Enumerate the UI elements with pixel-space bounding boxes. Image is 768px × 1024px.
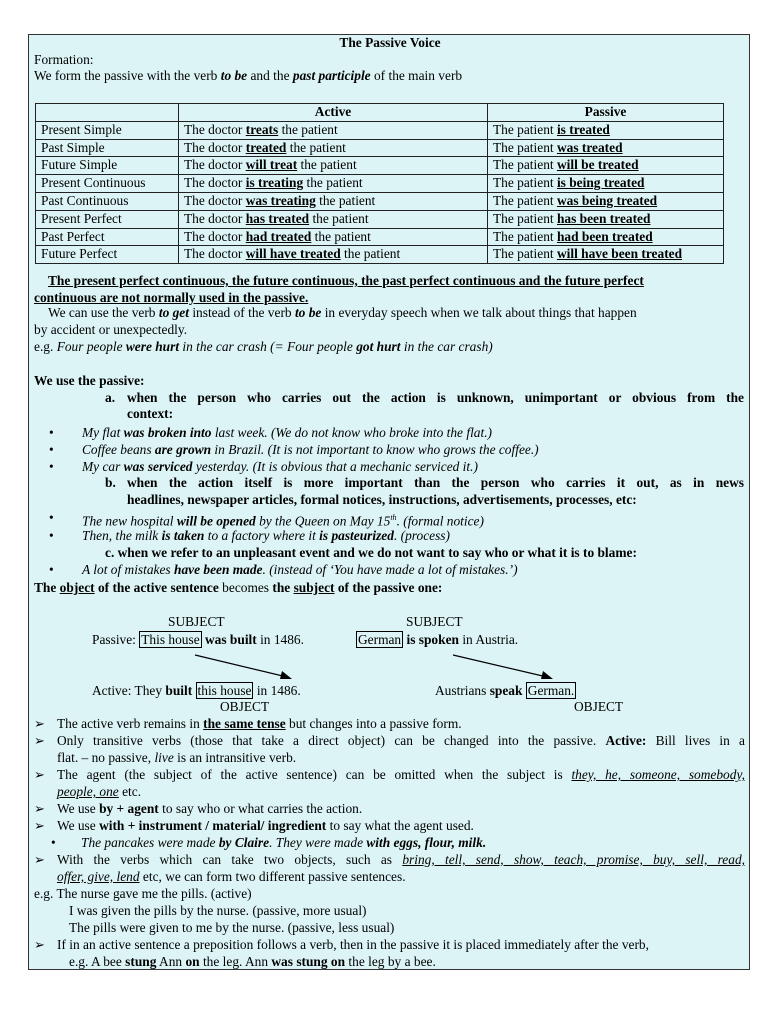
rule-1: The active verb remains in the same tense but changes into a passive form. [57, 716, 462, 731]
example-passive-2: The pills were given to me by the nurse. (passive, less usual) [69, 920, 395, 935]
passive-example: The patient had been treated [488, 228, 724, 246]
rule-5: We use with + instrument / material/ ingredient to say what the agent used. [57, 818, 474, 833]
tense-name: Present Continuous [36, 175, 179, 193]
passive-example: The patient was being treated [488, 192, 724, 210]
tense-name: Past Continuous [36, 192, 179, 210]
rule-5-example: The pancakes were made by Claire. They were made with eggs, flour, milk. [81, 835, 487, 850]
active-example: The doctor had treated the patient [179, 228, 488, 246]
rule-6-line2: offer, give, lend etc, we can form two different passive sentences. [57, 869, 406, 884]
bullet-a-marker: • [49, 459, 54, 474]
bullet-a-marker: • [49, 425, 54, 440]
arrow-bullet-icon: ➢ [34, 801, 45, 816]
bullet-b1: • [49, 510, 54, 525]
point-b-letter: b. [105, 475, 116, 490]
tense-table-body [36, 121, 724, 263]
active-example: The doctor is treating the patient [179, 175, 488, 193]
object-label-2: OBJECT [574, 699, 624, 714]
table-row [36, 157, 724, 175]
bullet-a-text: My flat was broken into last week. (We do not know who broke into the flat.) [82, 425, 493, 440]
rule-7-line2: e.g. A bee stung Ann on the leg. Ann was stung on the leg by a bee. [69, 954, 436, 969]
point-a-letter: a. [105, 390, 116, 405]
bullet-a-text: Coffee beans are grown in Brazil. (It is not important to know who grows the coffee.) [82, 442, 539, 457]
formation-text: We form the passive with the verb to be and the past participle of the main verb [34, 68, 463, 83]
note-heading: The present perfect continuous, the future continuous, the past perfect continuous and the future perfect continuous are not normally used in the passive. [34, 273, 644, 305]
passive-example: The patient was treated [488, 139, 724, 157]
tense-name: Past Simple [36, 139, 179, 157]
bullet-b2-text: Then, the milk is taken to a factory where it is pasteurized. (process) [82, 528, 450, 543]
table-row [36, 121, 724, 139]
tense-name: Present Perfect [36, 210, 179, 228]
bullet-a-text: My car was serviced yesterday. (It is obvious that a mechanic serviced it.) [82, 459, 478, 474]
bullet-b1-text: The new hospital will be opened by the Queen on May 15th. (formal notice) [82, 513, 484, 529]
passive-sentence-2: German is spoken in Austria. [358, 632, 519, 647]
table-row [36, 246, 724, 264]
active-example: The doctor will treat the patient [179, 157, 488, 175]
arrow-bullet-icon: ➢ [34, 852, 45, 867]
bullet-c-text: A lot of mistakes have been made. (instead of ‘You have made a lot of mistakes.’) [82, 562, 518, 577]
active-example: The doctor treats the patient [179, 121, 488, 139]
passive-sentence-1: Passive: This house was built in 1486. [92, 632, 304, 647]
tense-table [35, 103, 724, 264]
table-row [36, 175, 724, 193]
rule-7-line1: If in an active sentence a preposition follows a verb, then in the passive it is placed immediately after the verb, [57, 937, 649, 952]
use-heading: We use the passive: [34, 373, 145, 388]
passive-example: The patient will have been treated [488, 246, 724, 264]
passive-example: The patient is treated [488, 121, 724, 139]
point-c: c. when we refer to an unpleasant event and we do not want to say who or what it is to blame: [105, 545, 637, 560]
rule-3-line1: The agent (the subject of the active sentence) can be omitted when the subject is they, he, someone, somebody, [57, 767, 745, 782]
table-header: Active [179, 104, 488, 122]
active-example: The doctor was treating the patient [179, 192, 488, 210]
rule-6-line1: With the verbs which can take two objects, such as bring, tell, send, show, teach, promise, buy, sell, read, [57, 852, 745, 867]
formation-label: Formation: [34, 52, 94, 67]
example-line: e.g. Four people were hurt in the car crash (= Four people got hurt in the car crash) [34, 339, 493, 354]
point-a-line1: when the person who carries out the action is unknown, unimportant or obvious from the [127, 390, 744, 405]
arrow-bullet-icon: ➢ [34, 733, 45, 748]
passive-example: The patient is being treated [488, 175, 724, 193]
active-sentence-2: Austrians speak German. [435, 683, 575, 698]
table-header: Passive [488, 104, 724, 122]
object-line: The object of the active sentence becomes the subject of the passive one: [34, 580, 443, 595]
active-example: The doctor treated the patient [179, 139, 488, 157]
bullet-c: • [49, 562, 54, 577]
tense-name: Future Simple [36, 157, 179, 175]
bullet-a-marker: • [49, 442, 54, 457]
tense-name: Present Simple [36, 121, 179, 139]
arrow-2-icon [449, 651, 559, 685]
arrow-1-icon [189, 651, 299, 685]
example-passive-1: I was given the pills by the nurse. (passive, more usual) [69, 903, 367, 918]
point-a-line2: context: [127, 406, 174, 421]
object-label-1: OBJECT [220, 699, 270, 714]
table-row [36, 228, 724, 246]
subject-label-2: SUBJECT [406, 614, 463, 629]
point-b-line1: when the action itself is more important than the person who carries it out, as in news [127, 475, 744, 490]
active-example: The doctor has treated the patient [179, 210, 488, 228]
table-row [36, 210, 724, 228]
rule-3-line2: people, one etc. [57, 784, 142, 799]
arrow-bullet-icon: ➢ [34, 767, 45, 782]
bullet-b2: • [49, 528, 54, 543]
tense-name: Future Perfect [36, 246, 179, 264]
arrow-bullet-icon: ➢ [34, 716, 45, 731]
table-row [36, 139, 724, 157]
point-b-line2: headlines, newspaper articles, formal notices, instructions, advertisements, processes, etc: [127, 492, 637, 507]
arrow-bullet-icon: ➢ [34, 818, 45, 833]
rule-4: We use by + agent to say who or what carries the action. [57, 801, 363, 816]
table-header-row [36, 104, 724, 122]
example-active: e.g. The nurse gave me the pills. (active) [34, 886, 252, 901]
get-paragraph: We can use the verb to get instead of the verb to be in everyday speech when we talk about things that happen by accident or unexpectedly. [34, 305, 637, 337]
page-title: The Passive Voice [339, 35, 441, 50]
active-example: The doctor will have treated the patient [179, 246, 488, 264]
passive-example: The patient will be treated [488, 157, 724, 175]
bullet-r5: • [51, 835, 56, 850]
rule-2-line2: flat. – no passive, live is an intransitive verb. [57, 750, 297, 765]
tense-name: Past Perfect [36, 228, 179, 246]
table-row [36, 192, 724, 210]
subject-label-1: SUBJECT [168, 614, 225, 629]
worksheet [28, 34, 750, 970]
arrow-bullet-icon: ➢ [34, 937, 45, 952]
active-sentence-1: Active: They built this house in 1486. [92, 683, 301, 698]
rule-2-line1: Only transitive verbs (those that take a direct object) can be changed into the passive. Active: Bill lives in a [57, 733, 745, 748]
passive-example: The patient has been treated [488, 210, 724, 228]
table-header [36, 104, 179, 122]
